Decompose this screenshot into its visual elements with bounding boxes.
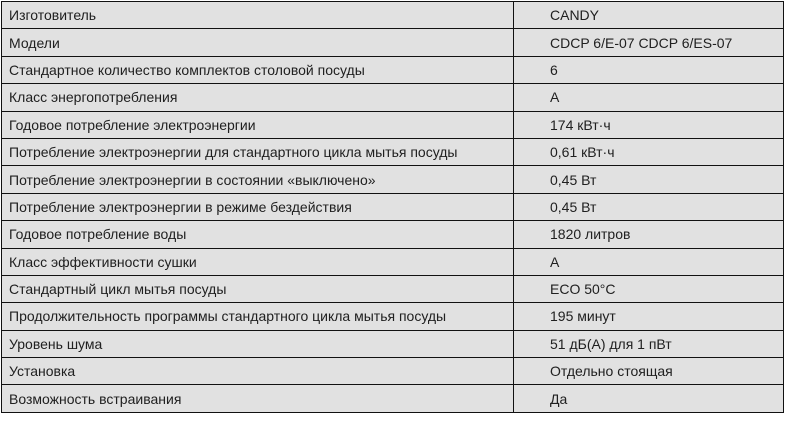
spec-param-label: Модели [2,29,514,56]
spec-value: 0,45 Вт [514,166,784,193]
specifications-table-body [2,2,784,413]
spec-value: CDCP 6/E-07 CDCP 6/ES-07 [514,29,784,56]
spec-value: CANDY [514,2,784,29]
spec-row-standard-cycle [2,275,784,302]
spec-value: 6 [514,56,784,83]
spec-value: A [514,84,784,111]
spec-row-annual-water [2,221,784,248]
spec-row-installation [2,358,784,385]
spec-value: A [514,248,784,275]
spec-param-label: Потребление электроэнергии в состоянии «выключено» [2,166,514,193]
spec-param-label: Уровень шума [2,330,514,357]
spec-row-off-mode-power [2,166,784,193]
spec-param-label: Стандартный цикл мытья посуды [2,275,514,302]
spec-row-noise-level [2,330,784,357]
spec-value: 174 кВт·ч [514,111,784,138]
spec-param-label: Годовое потребление воды [2,221,514,248]
spec-param-label: Возможность встраивания [2,385,514,412]
spec-param-label: Изготовитель [2,2,514,29]
spec-value: 1820 литров [514,221,784,248]
spec-param-label: Стандартное количество комплектов столовой посуды [2,56,514,83]
spec-row-place-settings [2,56,784,83]
spec-param-label: Класс эффективности сушки [2,248,514,275]
spec-param-label: Годовое потребление электроэнергии [2,111,514,138]
spec-value: ECO 50°C [514,275,784,302]
spec-value: 0,61 кВт·ч [514,138,784,165]
spec-value: Отдельно стоящая [514,358,784,385]
spec-value: 51 дБ(A) для 1 пВт [514,330,784,357]
spec-row-program-duration [2,303,784,330]
spec-value: 0,45 Вт [514,193,784,220]
spec-row-built-in [2,385,784,412]
spec-row-models [2,29,784,56]
specifications-table [1,1,784,413]
spec-value: 195 минут [514,303,784,330]
spec-row-idle-mode-power [2,193,784,220]
spec-row-energy-class [2,84,784,111]
spec-row-manufacturer [2,2,784,29]
spec-row-cycle-energy [2,138,784,165]
spec-value: Да [514,385,784,412]
spec-param-label: Потребление электроэнергии для стандартного цикла мытья посуды [2,138,514,165]
spec-param-label: Класс энергопотребления [2,84,514,111]
spec-param-label: Установка [2,358,514,385]
spec-row-annual-energy [2,111,784,138]
spec-row-drying-class [2,248,784,275]
spec-param-label: Потребление электроэнергии в режиме бездействия [2,193,514,220]
spec-param-label: Продолжительность программы стандартного цикла мытья посуды [2,303,514,330]
